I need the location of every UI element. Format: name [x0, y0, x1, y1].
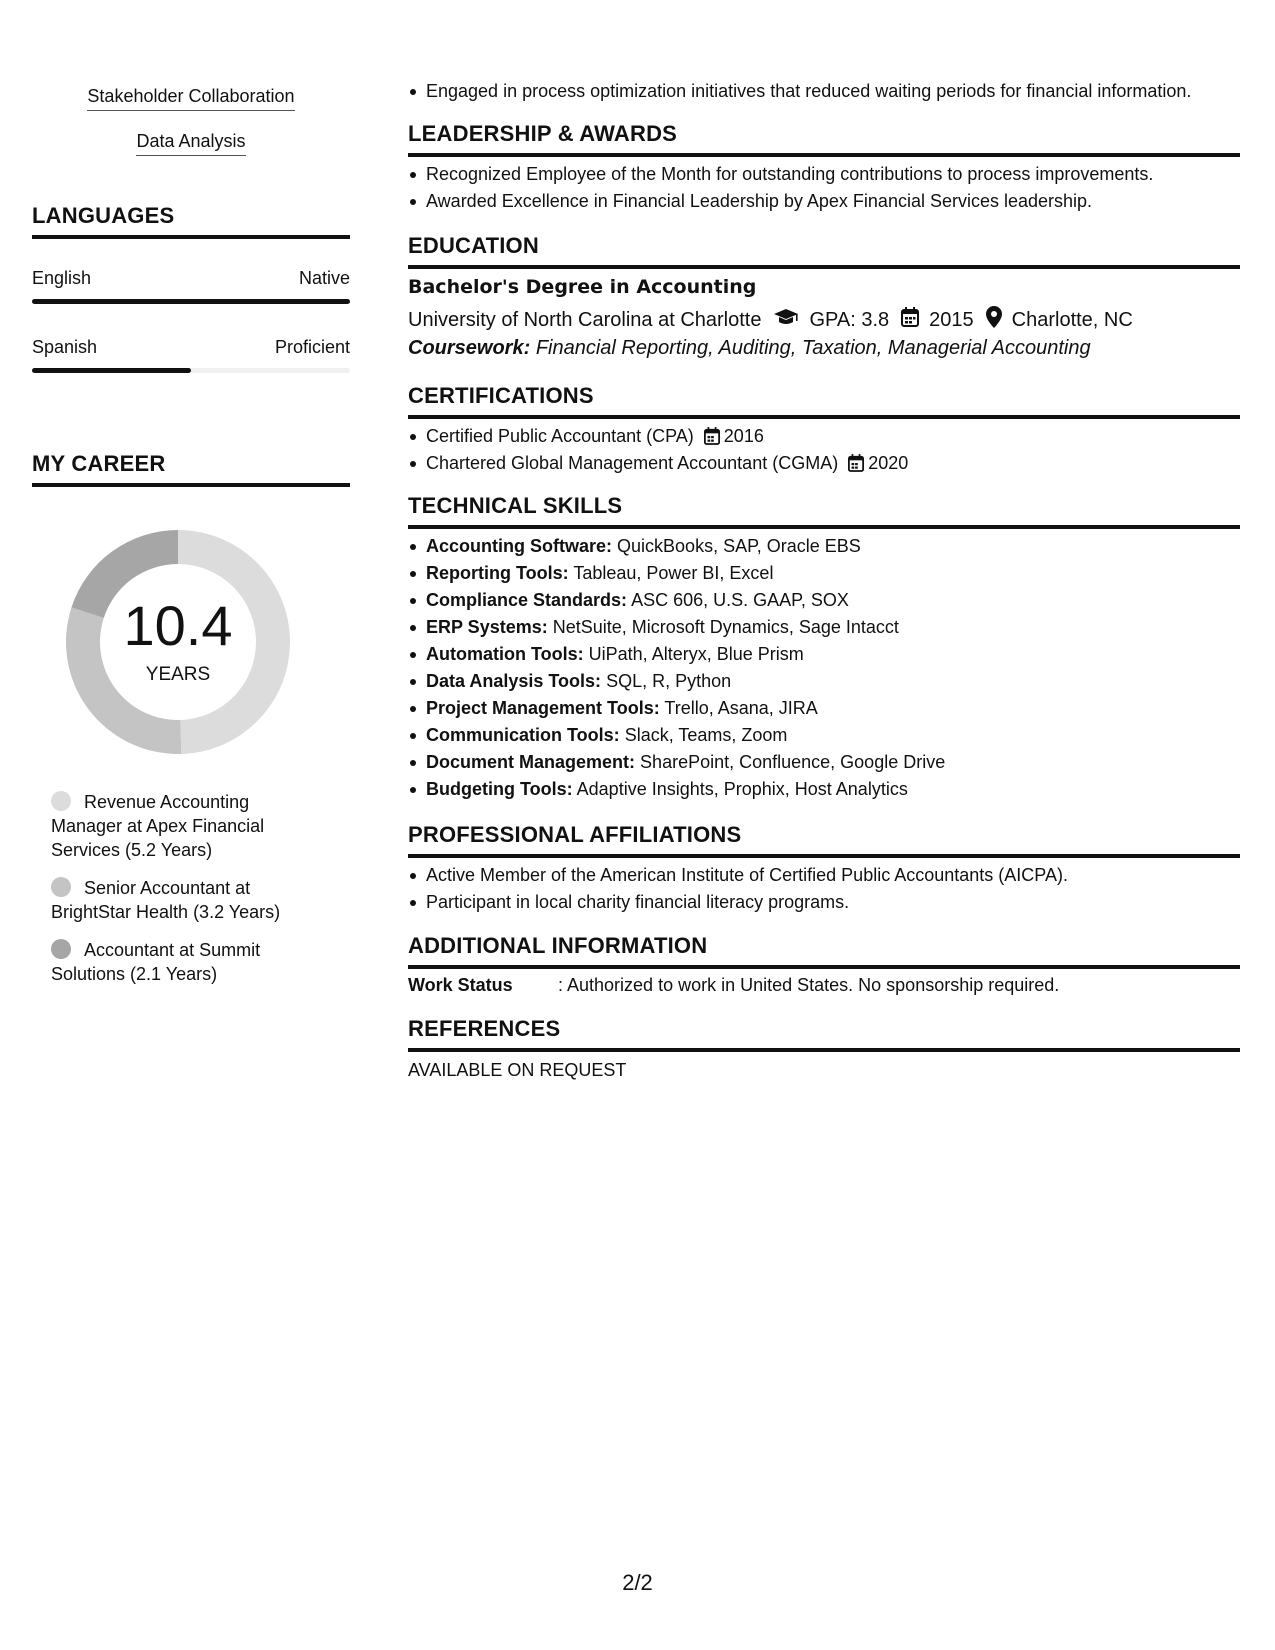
list-item: Reporting Tools: Tableau, Power BI, Excel: [408, 560, 1240, 587]
legend-dot: [51, 791, 71, 811]
references-text: AVAILABLE ON REQUEST: [408, 1060, 627, 1080]
graduation-cap-icon: [773, 308, 799, 332]
page-number: 2/2: [622, 1570, 653, 1595]
language-name: English: [32, 268, 92, 288]
language-row: [32, 268, 350, 289]
list-item: Engaged in process optimization initiatives that reduced waiting periods for financial information.: [408, 78, 1240, 105]
technical-skills-heading: TECHNICAL SKILLS: [408, 493, 1240, 529]
experience-bullets: [408, 78, 1240, 105]
references-heading: REFERENCES: [408, 1016, 1240, 1052]
career-unit: YEARS: [145, 664, 211, 685]
list-item: Awarded Excellence in Financial Leadership by Apex Financial Services leadership.: [408, 188, 1240, 215]
language-row: [32, 337, 350, 358]
list-item: Document Management: SharePoint, Confluence, Google Drive: [408, 749, 1240, 776]
list-item: Accounting Software: QuickBooks, SAP, Oracle EBS: [408, 533, 1240, 560]
work-status-label: Work Status: [408, 975, 513, 995]
list-item: Automation Tools: UiPath, Alteryx, Blue Prism: [408, 641, 1240, 668]
language-name: Spanish: [32, 337, 98, 357]
career-item: Accountant at Summit Solutions (2.1 Years): [51, 940, 261, 984]
language-level: Native: [298, 268, 350, 288]
skill-tag: Data Analysis: [32, 131, 350, 156]
languages-heading: LANGUAGES: [32, 203, 350, 239]
coursework-list: Financial Reporting, Auditing, Taxation, Managerial Accounting: [535, 337, 1091, 359]
list-item: Budgeting Tools: Adaptive Insights, Prophix, Host Analytics: [408, 776, 1240, 803]
list-item: ERP Systems: NetSuite, Microsoft Dynamics, Sage Intacct: [408, 614, 1240, 641]
school-location: Charlotte, NC: [1011, 308, 1133, 331]
additional-info-heading: ADDITIONAL INFORMATION: [408, 933, 1240, 969]
list-item: Chartered Global Management Accountant (CGMA) 2020: [408, 450, 1240, 477]
list-item: Compliance Standards: ASC 606, U.S. GAAP, SOX: [408, 587, 1240, 614]
legend-dot: [51, 877, 71, 897]
list-item: Project Management Tools: Trello, Asana, JIRA: [408, 695, 1240, 722]
calendar-icon: [901, 307, 919, 333]
work-status: [408, 975, 1059, 996]
career-heading: MY CAREER: [32, 451, 350, 487]
list-item: Communication Tools: Slack, Teams, Zoom: [408, 722, 1240, 749]
career-item: Revenue Accounting Manager at Apex Financial Services (5.2 Years): [51, 792, 265, 860]
school-name: University of North Carolina at Charlotte: [408, 308, 762, 331]
certifications-list: [408, 423, 1240, 477]
list-item: Active Member of the American Institute of Certified Public Accountants (AICPA).: [408, 862, 1240, 889]
education-details: [408, 306, 1133, 334]
leadership-list: [408, 161, 1240, 215]
work-status-value: : Authorized to work in United States. No sponsorship required.: [558, 975, 1060, 995]
list-item: Certified Public Accountant (CPA) 2016: [408, 423, 1240, 450]
leadership-heading: LEADERSHIP & AWARDS: [408, 121, 1240, 157]
career-item: Senior Accountant at BrightStar Health (3.2 Years): [51, 878, 281, 922]
list-item: Data Analysis Tools: SQL, R, Python: [408, 668, 1240, 695]
language-level: Proficient: [274, 337, 350, 357]
affiliations-heading: PROFESSIONAL AFFILIATIONS: [408, 822, 1240, 858]
calendar-icon: [848, 453, 864, 480]
career-total: 10.4: [123, 594, 233, 657]
calendar-icon: [704, 426, 720, 453]
certifications-heading: CERTIFICATIONS: [408, 383, 1240, 419]
language-bar-fill: [32, 368, 191, 373]
location-pin-icon: [986, 306, 1002, 334]
coursework: [408, 337, 1091, 360]
degree-title: Bachelor's Degree in Accounting: [408, 276, 757, 298]
skill-tag: Stakeholder Collaboration: [32, 86, 350, 111]
language-bar: [32, 368, 350, 373]
coursework-label: Coursework:: [408, 337, 531, 359]
technical-skills-list: [408, 533, 1240, 803]
legend-dot: [51, 939, 71, 959]
list-item: Participant in local charity financial literacy programs.: [408, 889, 1240, 916]
graduation-year: 2015: [929, 308, 974, 331]
gpa: GPA: 3.8: [809, 308, 890, 331]
language-bar: [32, 299, 350, 304]
list-item: Recognized Employee of the Month for outstanding contributions to process improvements.: [408, 161, 1240, 188]
affiliations-list: [408, 862, 1240, 916]
education-heading: EDUCATION: [408, 233, 1240, 269]
language-bar-fill: [32, 299, 350, 304]
